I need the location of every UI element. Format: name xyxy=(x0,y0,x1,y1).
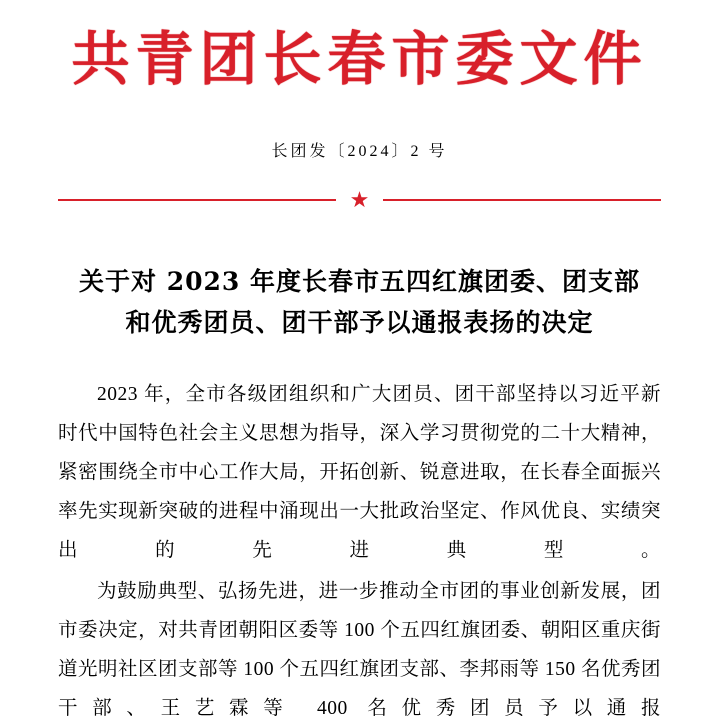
red-divider-rule xyxy=(58,186,661,212)
star-icon: ★ xyxy=(349,186,370,212)
body-paragraph-1: 2023 年，全市各级团组织和广大团员、团干部坚持以习近平新时代中国特色社会主义思想为指导，深入学习贯彻党的二十大精神，紧密围绕全市中心工作大局，开拓创新、锐意进取，在长春全面振兴率先实现新突破的进程中涌现出一大批政治坚定、作风优良、实绩突出的先进典型。 xyxy=(58,384,661,562)
divider-line-left xyxy=(58,199,336,201)
document-number: 长团发〔2024〕2 号 xyxy=(271,142,448,160)
divider-line-right xyxy=(383,199,661,201)
document-body xyxy=(58,375,661,728)
body-paragraph-2: 为鼓励典型、弘扬先进，进一步推动全市团的事业创新发展，团市委决定，对共青团朝阳区委等 100 个五四红旗团委、朝阳区重庆街道光明社区团支部等 100 个五四红旗团支部、李邦雨等 150 名优秀团干部、王艺霖等 400 名优秀团员予以通报 xyxy=(58,581,662,720)
document-masthead-title: 共青团长春市委文件 xyxy=(71,25,648,93)
document-title-line-1: 关于对 2023 年度长春市五四红旗团委、团支部 xyxy=(79,266,640,296)
document-title-line-2: 和优秀团员、团干部予以通报表扬的决定 xyxy=(125,308,594,338)
document-title xyxy=(58,261,661,344)
